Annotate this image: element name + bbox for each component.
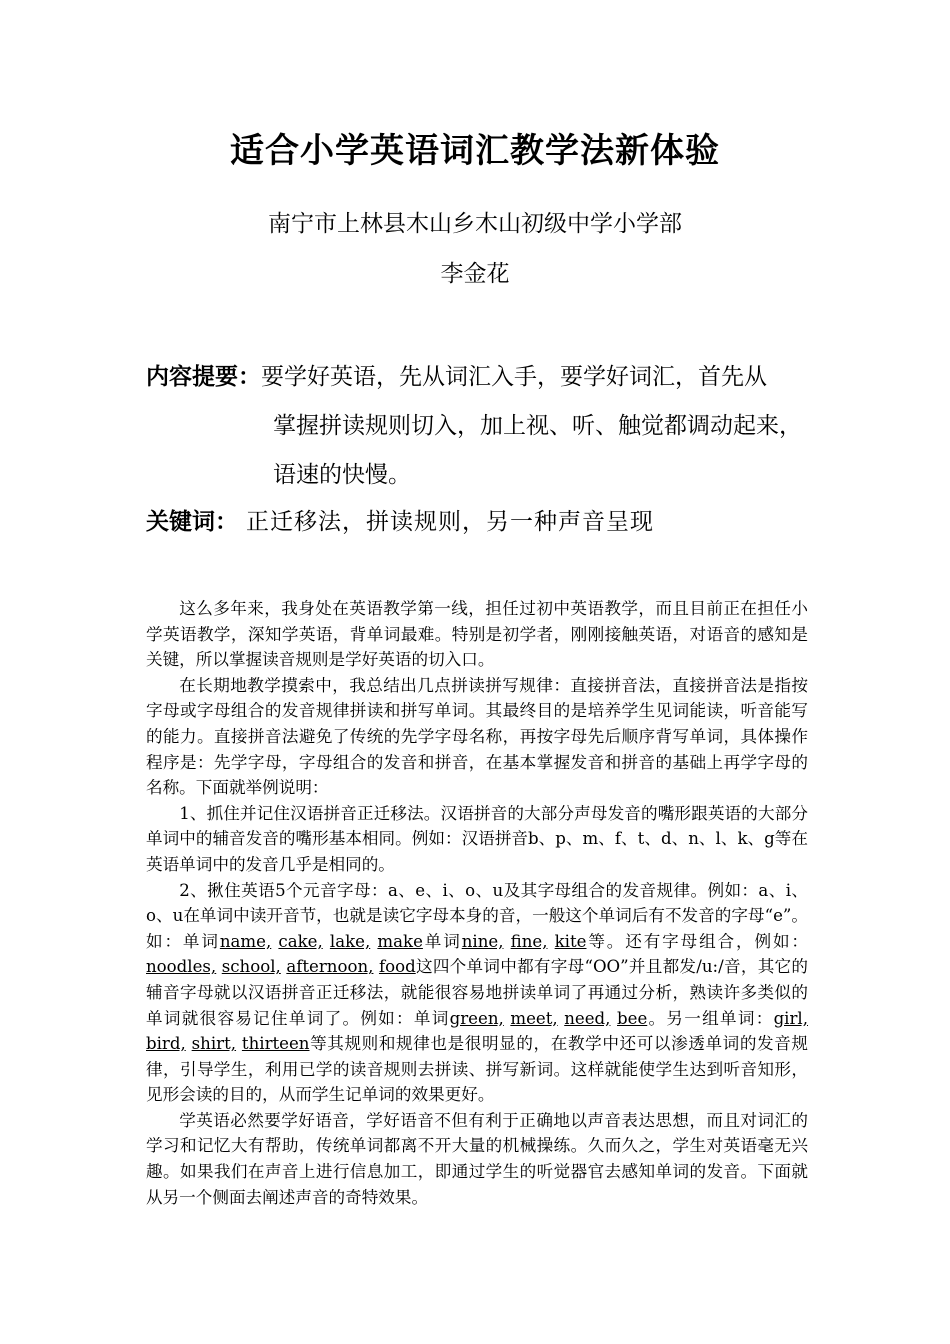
p4-text-6: 等其规则和规律也是很明显的，在教学中还可以渗透单词的发音规律，引导学生，利用已学的读音规则去拼读、拼写新词。这样就能使学生达到听音知形，见形会读的目的，从而学生记单词的效果更好。 <box>146 1034 808 1105</box>
paragraph-5: 学英语必然要学好语音，学好语音不但有利于正确地以声音表达思想，而且对词汇的学习和记忆大有帮助，传统单词都离不开大量的机械操练。久而久之，学生对英语毫无兴趣。如果我们在声音上进行信息加工，即通过学生的听觉器官去感知单词的发音。下面就从另一个侧面去阐述声音的奇特效果。 <box>146 1110 808 1207</box>
author-name: 李金花 <box>440 261 510 287</box>
underlined-word: make <box>377 931 423 951</box>
underlined-word: thirteen <box>241 1034 310 1054</box>
p4-text-3: 等。还有字母组合，例如： <box>586 931 808 951</box>
underlined-word: name, <box>219 931 272 951</box>
p4-text-5: 。另一组单词： <box>647 1008 774 1028</box>
underlined-word: need, <box>564 1008 611 1028</box>
abstract-text-2: 掌握拼读规则切入，加上视、听、触觉都调动起来， <box>273 413 802 439</box>
abstract-text-1: 要学好英语，先从词汇入手，要学好词汇，首先从 <box>261 364 767 390</box>
underlined-word: lake, <box>329 931 371 951</box>
p4-text-4: 这四个单词中都有字母“OO”并且都发/u:/音，其它的辅音字母就以汉语拼音正迁移法，就能很容易地拼读单词了再通过分析，熟读许多类似的单词就很容易记住单词了。例如：单词 <box>146 957 808 1028</box>
underlined-word: nine, <box>461 931 504 951</box>
underlined-word: shirt, <box>191 1034 237 1054</box>
underlined-word: kite <box>554 931 587 951</box>
paragraph-4 <box>146 878 808 1108</box>
paragraph-1: 这么多年来，我身处在英语教学第一线，担任过初中英语教学，而且目前正在担任小学英语教学，深知学英语，背单词最难。特别是初学者，刚刚接触英语，对语音的感知是关键，所以掌握读音规则是学好英语的切入口。 <box>146 599 808 670</box>
page-title: 适合小学英语词汇教学法新体验 <box>230 131 720 171</box>
keywords-label: 关键词： <box>146 508 238 535</box>
underlined-word: bird, <box>146 1034 186 1054</box>
underlined-word: noodles, <box>146 957 217 977</box>
keywords-text: 正迁移法，拼读规则，另一种声音呈现 <box>246 509 654 535</box>
underlined-word: girl, <box>773 1008 809 1028</box>
paragraph-2: 在长期地教学摸索中，我总结出几点拼读拼写规律：直接拼音法，直接拼音法是指按字母或字母组合的发音规律拼读和拼写单词。其最终目的是培养学生见词能读，听音能写的能力。直接拼音法避免了传统的先学字母名称，再按字母先后顺序背写单词，具体操作程序是：先学字母，字母组合的发音和拼音，在基本掌握发音和拼音的基础上再学字母的名称。下面就举例说明： <box>146 675 808 798</box>
author-affiliation: 南宁市上林县木山乡木山初级中学小学部 <box>268 211 682 237</box>
underlined-word: fine, <box>510 931 548 951</box>
underlined-word: green, <box>449 1008 504 1028</box>
keywords-section <box>146 502 826 542</box>
paragraph-3: 1、抓住并记住汉语拼音正迁移法。汉语拼音的大部分声母发音的嘴形跟英语的大部分单词中的辅音发音的嘴形基本相同。例如：汉语拼音b、p、m、f、t、d、n、l、k、g等在英语单词中的发音几乎是相同的。 <box>146 803 808 874</box>
abstract-text-3: 语速的快慢。 <box>273 462 411 488</box>
underlined-word: meet, <box>510 1008 558 1028</box>
underlined-word: bee <box>617 1008 648 1028</box>
underlined-word: food <box>378 957 416 977</box>
underlined-word: cake, <box>278 931 323 951</box>
underlined-word: afternoon, <box>286 957 374 977</box>
underlined-word: school, <box>221 957 281 977</box>
p4-text-1: 2、揪住英语5个元音字母：a、e、i、o、u及其字母组合的发音规律。例如：a、i、o、u在单词中读开音节，也就是读它字母本身的音，一般这个单词后有不发音的字母“e”。如：单词 <box>146 880 808 951</box>
p4-text-2: 单词 <box>422 931 462 951</box>
abstract-section <box>146 352 826 500</box>
body-text <box>146 596 808 1210</box>
abstract-line-1 <box>146 352 826 402</box>
abstract-label: 内容提要： <box>146 363 261 390</box>
